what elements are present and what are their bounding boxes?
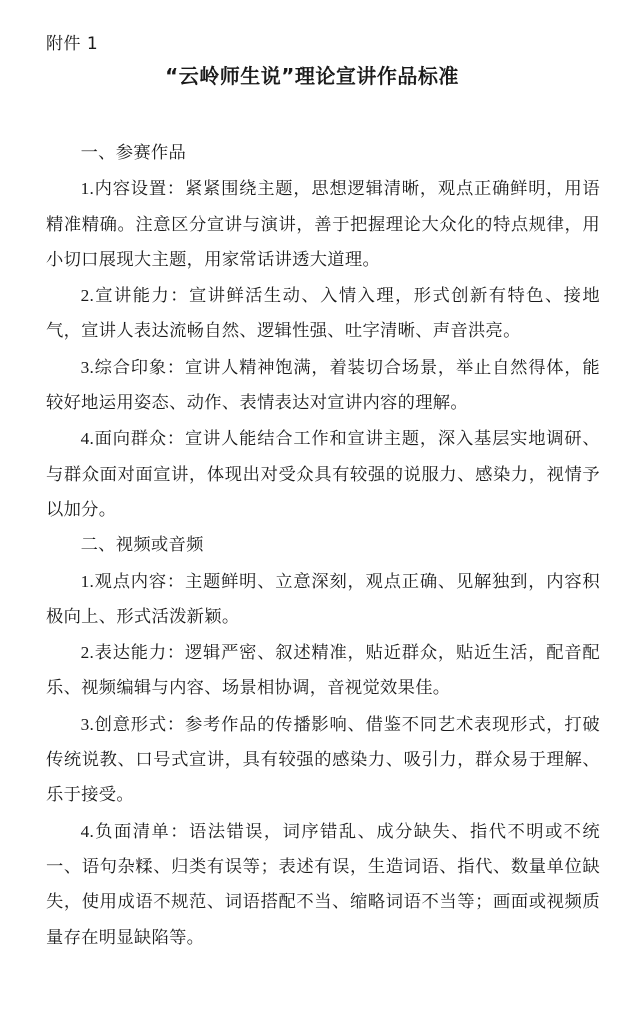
- criterion-number: 1.: [80, 179, 95, 199]
- criterion-text: 内容设置：紧紧围绕主题，思想逻辑清晰，观点正确鲜明，用语精准精确。注意区分宣讲与演讲，善于把握理论大众化的特点规律，用小切口展现大主题，用家常话讲透大道理。: [46, 179, 600, 270]
- criterion-number: 4.: [80, 821, 95, 841]
- criterion-paragraph: [46, 350, 600, 422]
- criterion-text: 宣讲能力：宣讲鲜活生动、入情入理，形式创新有特色、接地气，宣讲人表达流畅自然、逻辑性强、吐字清晰、声音洪亮。: [46, 286, 600, 342]
- criterion-paragraph: [46, 171, 600, 278]
- criterion-paragraph: [46, 635, 600, 707]
- criterion-number: 4.: [80, 429, 95, 449]
- criterion-number: 3.: [80, 357, 95, 377]
- criterion-paragraph: [46, 421, 600, 528]
- criterion-text: 综合印象：宣讲人精神饱满，着装切合场景，举止自然得体，能较好地运用姿态、动作、表情表达对宣讲内容的理解。: [46, 357, 600, 414]
- document-title: “云岭师生说”理论宣讲作品标准: [165, 64, 459, 88]
- criterion-text: 创意形式：参考作品的传播影响、借鉴不同艺术表现形式，打破传统说教、口号式宣讲，具有较强的感染力、吸引力，群众易于理解、乐于接受。: [46, 714, 600, 806]
- criterion-paragraph: [46, 707, 600, 814]
- criterion-text: 面向群众：宣讲人能结合工作和宣讲主题，深入基层实地调研、与群众面对面宣讲，体现出对受众具有较强的说服力、感染力，视情予以加分。: [46, 429, 600, 520]
- attachment-label: 附件 1: [46, 34, 99, 54]
- document-body: [46, 136, 600, 956]
- criterion-number: 2.: [80, 643, 95, 663]
- criterion-paragraph: [46, 564, 600, 636]
- criterion-text: 表达能力：逻辑严密、叙述精准，贴近群众，贴近生活，配音配乐、视频编辑与内容、场景相协调，音视觉效果佳。: [46, 643, 600, 699]
- criterion-number: 1.: [80, 571, 95, 591]
- criterion-paragraph: [46, 278, 600, 350]
- section-heading-video-audio: 二、视频或音频: [80, 535, 204, 556]
- criterion-text: 观点内容：主题鲜明、立意深刻，观点正确、见解独到，内容积极向上、形式活泼新颖。: [46, 571, 600, 627]
- criterion-paragraph: [46, 814, 600, 956]
- criterion-text: 负面清单：语法错误，词序错乱、成分缺失、指代不明或不统一、语句杂糅、归类有误等；表述有误，生造词语、指代、数量单位缺失，使用成语不规范、词语搭配不当、缩略词语不当等；画面或视频质量存在明显缺陷等。: [46, 821, 600, 948]
- section-heading-entries: 一、参赛作品: [80, 143, 187, 163]
- criterion-number: 3.: [80, 714, 95, 734]
- criterion-number: 2.: [80, 286, 95, 306]
